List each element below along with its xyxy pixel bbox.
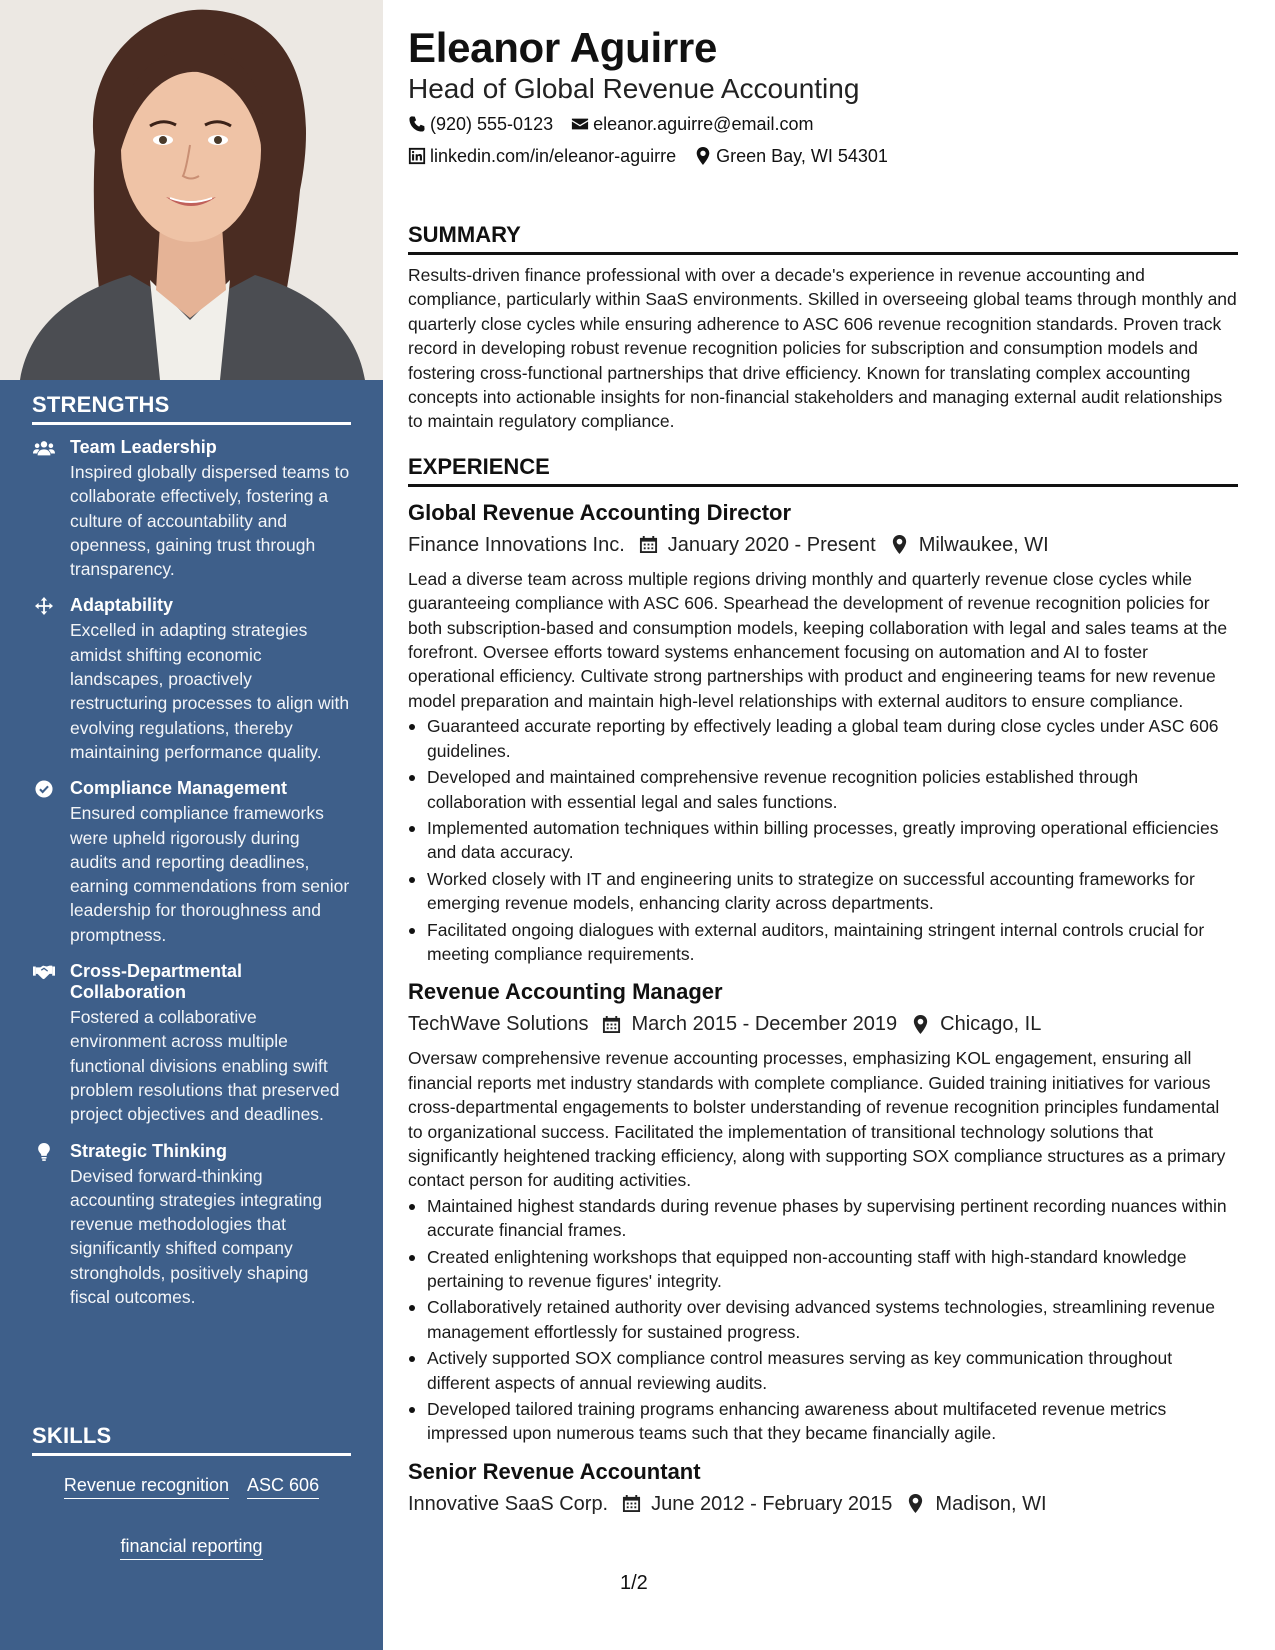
strength-description: Excelled in adapting strategies amidst shifting economic landscapes, proactively restructuring processes to align with evolving regulations, thereby maintaining performance quality. (70, 620, 350, 762)
email-address[interactable]: eleanor.aguirre@email.com (593, 114, 814, 134)
strength-item (32, 437, 351, 581)
job-bullets (408, 1194, 1238, 1446)
job-meta (408, 1010, 1238, 1038)
strength-description: Fostered a collaborative environment across multiple functional divisions enabling swift problem resolutions that preserved project objectives and deadlines. (70, 1007, 340, 1125)
job-title: Global Revenue Accounting Director (408, 499, 792, 525)
job-entry (408, 1458, 1238, 1518)
job-entry (408, 978, 1238, 1446)
skill-tag: ASC 606 (247, 1474, 319, 1499)
list-item: Worked closely with IT and engineering units to strategize on successful accounting frameworks for emerging revenue models, enhancing clarity across departments. (408, 867, 1238, 916)
strengths-heading: STRENGTHS (32, 392, 351, 425)
job-location: Milwaukee, WI (918, 533, 1049, 556)
arrows-move-icon (32, 595, 70, 764)
job-meta (408, 1490, 1238, 1518)
skills-section (32, 1423, 351, 1560)
strength-item (32, 961, 351, 1126)
map-pin-icon (911, 1015, 930, 1034)
company-name: TechWave Solutions (408, 1013, 589, 1036)
location-text: Green Bay, WI 54301 (716, 146, 888, 166)
job-description: Lead a diverse team across multiple regions driving monthly and quarterly revenue close cycles while guaranteeing compliance with ASC 606. Spearhead the development of revenue recognition policies for both subscription-based and consumption models, keeping collaboration with legal and sales teams at the forefront. Oversee efforts toward systems enhancement focusing on automation and AI to foster operational efficiency. Cultivate strong partnerships with product and engineering teams for new revenue model preparation and maintain high-level relationships with external auditors to ensure compliance. (408, 568, 1228, 711)
strength-title: Cross-Departmental Collaboration (70, 961, 243, 1003)
calendar-icon (602, 1015, 621, 1034)
map-pin-icon (906, 1494, 925, 1513)
email-contact[interactable] (571, 112, 813, 136)
envelope-icon (571, 115, 589, 133)
map-pin-icon (694, 147, 712, 165)
job-description: Oversaw comprehensive revenue accounting processes, emphasizing KOL engagement, ensuring all financial reports met industry standards with complete compliance. Guided training initiatives for various cross-departmental engagements to bolster understanding of revenue recognition principles fundamental to organizational success. Facilitated the implementation of transitional technology solutions that significantly heightened tracking efficiency, along with supporting SOX compliance structures as a primary contact person for auditing activities. (408, 1048, 1226, 1191)
strength-description: Devised forward-thinking accounting strategies integrating revenue methodologies that significantly shifted company strongholds, positively shaping fiscal outcomes. (70, 1165, 322, 1308)
strength-item (32, 1141, 351, 1310)
strength-description: Inspired globally dispersed teams to collaborate effectively, fostering a culture of accountability and openness, gaining trust through transparency. (70, 462, 350, 580)
list-item: Implemented automation techniques within billing processes, greatly improving operational efficiencies and data accuracy. (408, 816, 1238, 865)
list-item: Guaranteed accurate reporting by effectively leading a global team during close cycles under ASC 606 guidelines. (408, 714, 1238, 763)
handshake-icon (32, 961, 70, 1126)
check-circle-icon (32, 778, 70, 947)
linkedin-icon (408, 147, 426, 165)
job-title: Revenue Accounting Manager (408, 979, 723, 1005)
job-bullets (408, 714, 1238, 966)
strength-item (32, 595, 351, 764)
map-pin-icon (890, 535, 909, 554)
calendar-icon (639, 535, 658, 554)
skill-tag: Revenue recognition (64, 1474, 229, 1499)
location-contact (694, 144, 888, 168)
strength-title: Strategic Thinking (70, 1140, 228, 1161)
strength-title: Compliance Management (70, 778, 288, 799)
job-meta (408, 531, 1238, 559)
strength-title: Team Leadership (70, 437, 217, 457)
list-item: Developed and maintained comprehensive revenue recognition policies established through collaboration with essential legal and sales functions. (408, 765, 1238, 814)
company-name: Finance Innovations Inc. (408, 533, 625, 556)
phone-number: (920) 555-0123 (430, 114, 554, 134)
list-item: Collaboratively retained authority over devising advanced systems technologies, streamlining revenue management effortlessly for sustained progress. (408, 1295, 1238, 1344)
list-item: Created enlightening workshops that equipped non-accounting staff with high-standard knowledge pertaining to revenue figures' integrity. (408, 1245, 1238, 1294)
job-headline: Head of Global Revenue Accounting (408, 73, 860, 104)
page-number: 1/2 (620, 1572, 648, 1594)
main-content (408, 22, 1238, 1518)
phone-contact (408, 112, 553, 136)
list-item: Developed tailored training programs enhancing awareness about multifaceted revenue metrics impressed upon numerous teams such that they became financially agile. (408, 1397, 1238, 1446)
skills-list (32, 1474, 351, 1560)
strengths-section (32, 392, 351, 1309)
sidebar (0, 0, 383, 1650)
job-dates: January 2020 - Present (667, 533, 876, 556)
profile-photo (0, 0, 383, 380)
job-dates: June 2012 - February 2015 (651, 1492, 893, 1515)
phone-icon (408, 115, 426, 133)
job-entry (408, 499, 1238, 967)
contact-row (408, 112, 1238, 136)
job-title: Senior Revenue Accountant (408, 1458, 701, 1484)
candidate-name: Eleanor Aguirre (408, 24, 718, 71)
calendar-icon (622, 1494, 641, 1513)
lightbulb-icon (32, 1141, 70, 1310)
list-item: Actively supported SOX compliance control measures serving as key communication throughout different aspects of annual reviewing audits. (408, 1346, 1238, 1395)
strength-title: Adaptability (70, 595, 174, 616)
strength-description: Ensured compliance frameworks were upheld rigorously during audits and reporting deadlines, earning commendations from senior leadership for thoroughness and promptness. (70, 803, 350, 945)
strength-item (32, 778, 351, 947)
linkedin-contact[interactable] (408, 144, 676, 168)
job-location: Madison, WI (935, 1492, 1047, 1515)
users-icon (32, 437, 70, 581)
company-name: Innovative SaaS Corp. (408, 1492, 609, 1515)
experience-heading: EXPERIENCE (408, 454, 1238, 487)
linkedin-url[interactable]: linkedin.com/in/eleanor-aguirre (430, 146, 677, 166)
list-item: Facilitated ongoing dialogues with external auditors, maintaining stringent internal controls crucial for meeting compliance requirements. (408, 918, 1238, 967)
skills-heading: SKILLS (32, 1423, 351, 1456)
job-location: Chicago, IL (940, 1013, 1042, 1036)
list-item: Maintained highest standards during revenue phases by supervising pertinent recording nuances within accurate financial frames. (408, 1194, 1238, 1243)
job-dates: March 2015 - December 2019 (631, 1013, 898, 1036)
skill-tag: financial reporting (120, 1535, 262, 1560)
summary-text: Results-driven finance professional with over a decade's experience in revenue accounting and compliance, particularly within SaaS environments. Skilled in overseeing global teams through monthly and quarterly close cycles while ensuring adherence to ASC 606 revenue recognition standards. Proven track record in developing robust revenue recognition policies for subscription and consumption models and fostering cross-functional partnerships that drive efficiency. Known for translating complex accounting concepts into actionable insights for non-financial stakeholders and managing external audit relationships to maintain regulatory compliance. (408, 265, 1237, 432)
summary-heading: SUMMARY (408, 222, 1238, 255)
contact-row (408, 144, 1238, 168)
